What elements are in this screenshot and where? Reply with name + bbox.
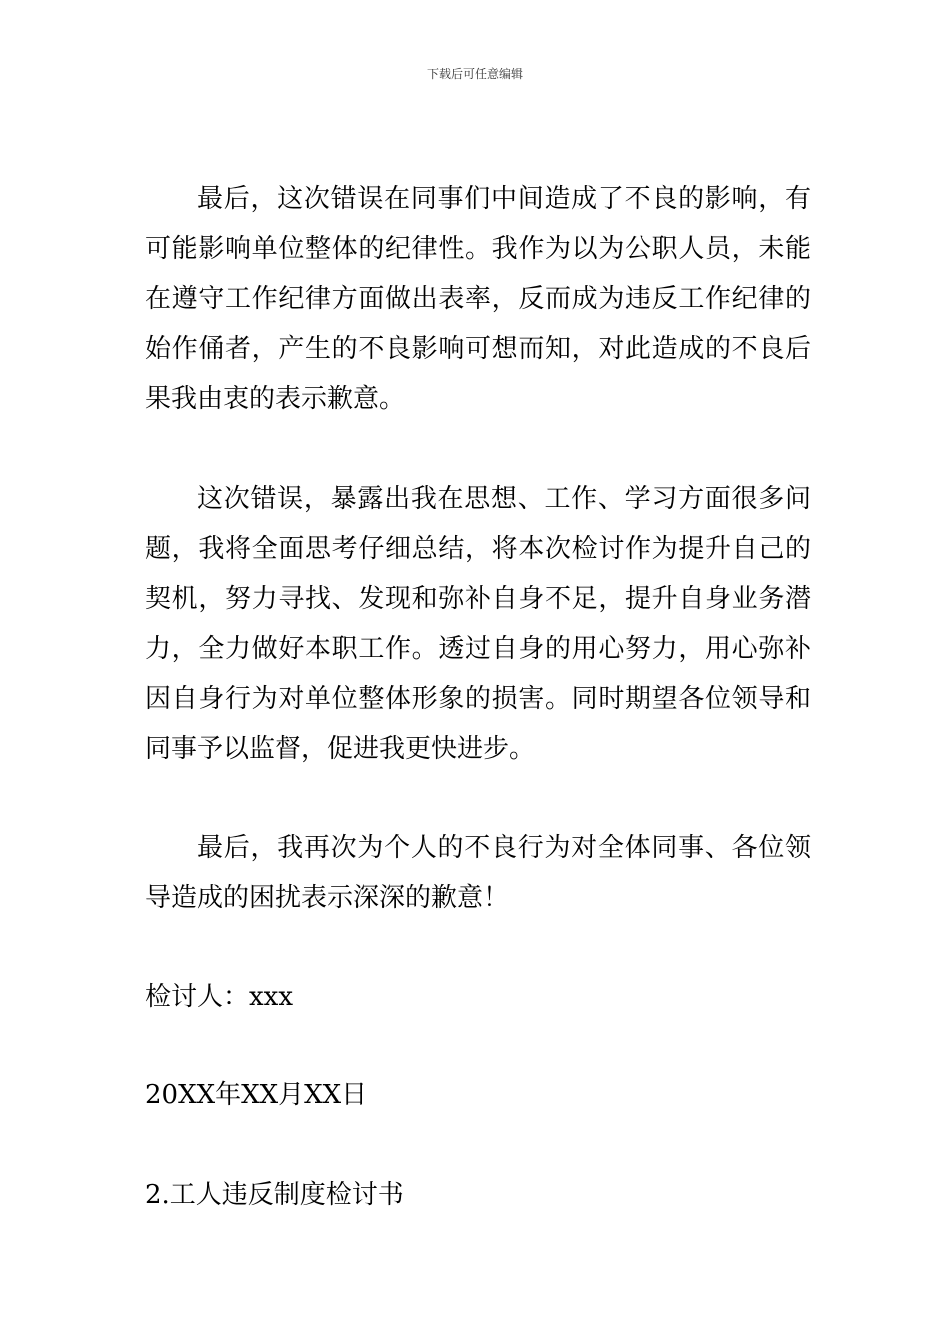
paragraph-1: 最后，这次错误在同事们中间造成了不良的影响，有可能影响单位整体的纪律性。我作为以为公职人员，未能在遵守工作纪律方面做出表率，反而成为违反工作纪律的始作俑者，产生的不良影响可想而知，对此造成的不良后果我由衷的表示歉意。 (145, 184, 811, 414)
section-heading: 2.工人违反制度检讨书 (145, 1180, 404, 1210)
page-header-note: 下载后可任意编辑 (426, 67, 523, 81)
paragraph-2: 这次错误，暴露出我在思想、工作、学习方面很多问题，我将全面思考仔细总结，将本次检讨作为提升自己的契机，努力寻找、发现和弥补自身不足，提升自身业务潜力，全力做好本职工作。透过自身的用心努力，用心弥补因自身行为对单位整体形象的损害。同时期望各位领导和同事予以监督，促进我更快进步。 (145, 484, 811, 764)
date-line: 20XX年XX月XX日 (145, 1080, 368, 1110)
paragraph-3: 最后，我再次为个人的不良行为对全体同事、各位领导造成的困扰表示深深的歉意！ (145, 833, 811, 913)
signature-line: 检讨人：xxx (145, 982, 293, 1012)
